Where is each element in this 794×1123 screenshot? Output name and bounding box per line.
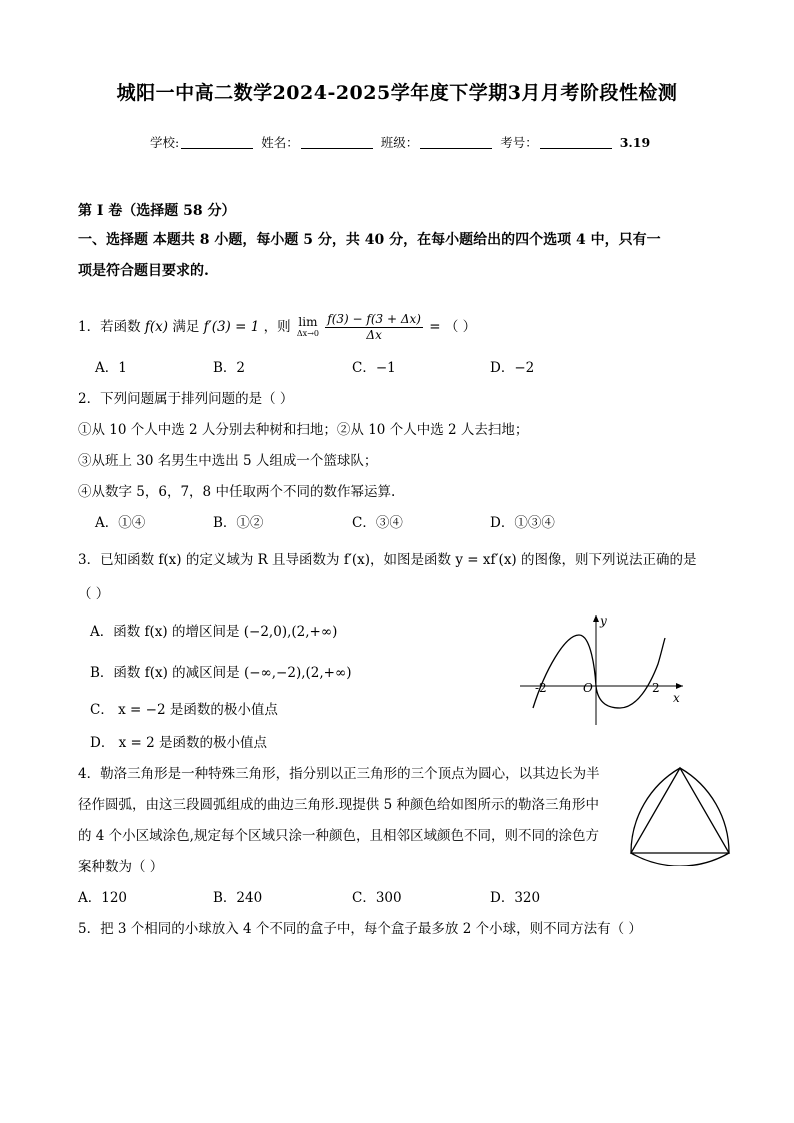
origin-label: O <box>583 681 593 695</box>
school-blank[interactable] <box>181 136 253 149</box>
section-desc-line2: 项是符合题目要求的. <box>78 263 209 279</box>
q1-limit <box>296 314 319 339</box>
date-text: 3.19 <box>619 135 651 150</box>
q1-lim-text: lim <box>298 314 318 329</box>
q4-option-c[interactable]: C．300 <box>352 890 402 906</box>
school-label: 学校: <box>150 135 180 150</box>
class-blank[interactable] <box>420 136 492 149</box>
curve <box>533 635 665 708</box>
q2-option-c[interactable]: C．③④ <box>352 515 403 531</box>
q3-paren: （ ） <box>78 586 110 602</box>
question-1 <box>78 312 476 343</box>
q4-line-2: 径作圆弧，由这三段圆弧组成的曲边三角形.现提供 5 种颜色给如图所示的勒洛三角形中 <box>78 797 599 813</box>
q2-item-3: ④从数字 5，6，7，8 中任取两个不同的数作幂运算. <box>78 484 396 500</box>
q1-condition: f′(3) = 1 <box>203 319 260 335</box>
q3-option-a[interactable]: A．函数 f(x) 的增区间是 (−2,0),(2,+∞) <box>90 624 338 640</box>
x-axis-arrow <box>676 683 683 689</box>
q2-option-b[interactable]: B．①② <box>213 515 264 531</box>
q1-option-c[interactable]: C．−1 <box>352 360 396 376</box>
q1-prefix: 1．若函数 <box>78 319 141 335</box>
y-label: y <box>600 614 607 628</box>
q1-denominator: Δx <box>366 328 382 342</box>
q4-line-4: 案种数为（ ） <box>78 859 164 875</box>
q1-option-b[interactable]: B．2 <box>213 360 246 376</box>
q2-item-1: ①从 10 个人中选 2 人分别去种树和扫地；②从 10 个人中选 2 人去扫地； <box>78 422 529 438</box>
q4-option-a[interactable]: A．120 <box>78 890 128 906</box>
class-label: 班级： <box>380 135 419 150</box>
q4-options <box>0 886 794 904</box>
question-3-stem: 3．已知函数 f(x) 的定义域为 R 且导函数为 f′(x)，如图是函数 y = xf′(x) 的图像，则下列说法正确的是 <box>78 552 697 568</box>
q1-mid: 满足 <box>172 319 200 335</box>
reuleaux-outline <box>631 768 729 866</box>
name-label: 姓名： <box>261 135 299 150</box>
q1-then: ，则 <box>263 319 291 335</box>
q3-option-b[interactable]: B．函数 f(x) 的减区间是 (−∞,−2),(2,+∞) <box>90 665 352 681</box>
q1-fraction <box>325 312 423 343</box>
q2-option-a[interactable]: A．①④ <box>95 515 146 531</box>
q3-option-c[interactable]: C． x = −2 是函数的极小值点 <box>90 702 278 718</box>
q1-option-a[interactable]: A．1 <box>95 360 127 376</box>
x-label: x <box>673 691 680 705</box>
section-heading: 第 I 卷（选择题 58 分） <box>78 203 236 219</box>
question-2-stem: 2．下列问题属于排列问题的是（ ） <box>78 391 294 407</box>
q4-line-1: 4．勒洛三角形是一种特殊三角形，指分别以正三角形的三个顶点为圆心，以其边长为半 <box>78 766 600 782</box>
question-5-stem: 5．把 3 个相同的小球放入 4 个不同的盒子中，每个盒子最多放 2 个小球，则不同方法有（ ） <box>78 921 642 937</box>
reuleaux-triangle-figure <box>622 762 742 866</box>
section-desc-line1: 一、选择题 本题共 8 小题，每小题 5 分，共 40 分，在每小题给出的四个选项 4 中，只有一 <box>78 232 661 248</box>
q3-option-d[interactable]: D． x = 2 是函数的极小值点 <box>90 735 268 751</box>
q1-option-d[interactable]: D．−2 <box>490 360 535 376</box>
q1-options <box>0 356 794 374</box>
q1-lim-sub: Δx→0 <box>296 328 319 338</box>
tick-pos-2: 2 <box>652 681 660 695</box>
number-blank[interactable] <box>540 136 612 149</box>
q1-suffix: = （ ） <box>429 319 477 335</box>
q4-line-3: 的 4 个小区域涂色,规定每个区域只涂一种颜色，且相邻区域颜色不同，则不同的涂色方 <box>78 828 599 844</box>
inner-triangle <box>631 768 729 853</box>
q3-function-graph <box>515 610 695 730</box>
name-blank[interactable] <box>301 136 373 149</box>
q1-fx: f(x) <box>144 319 169 335</box>
q4-option-d[interactable]: D．320 <box>490 890 541 906</box>
q2-options <box>0 511 794 529</box>
q2-option-d[interactable]: D．①③④ <box>490 515 555 531</box>
number-label: 考号： <box>500 135 538 150</box>
q2-item-2: ③从班上 30 名男生中选出 5 人组成一个篮球队； <box>78 453 378 469</box>
page-title: 城阳一中高二数学2024-2025学年度下学期3月月考阶段性检测 <box>116 82 678 104</box>
q4-option-b[interactable]: B．240 <box>213 890 263 906</box>
y-axis-arrow <box>593 615 599 622</box>
student-info-line <box>150 133 650 151</box>
q1-numerator: f(3) − f(3 + Δx) <box>327 312 421 326</box>
tick-neg-2: -2 <box>535 681 547 695</box>
